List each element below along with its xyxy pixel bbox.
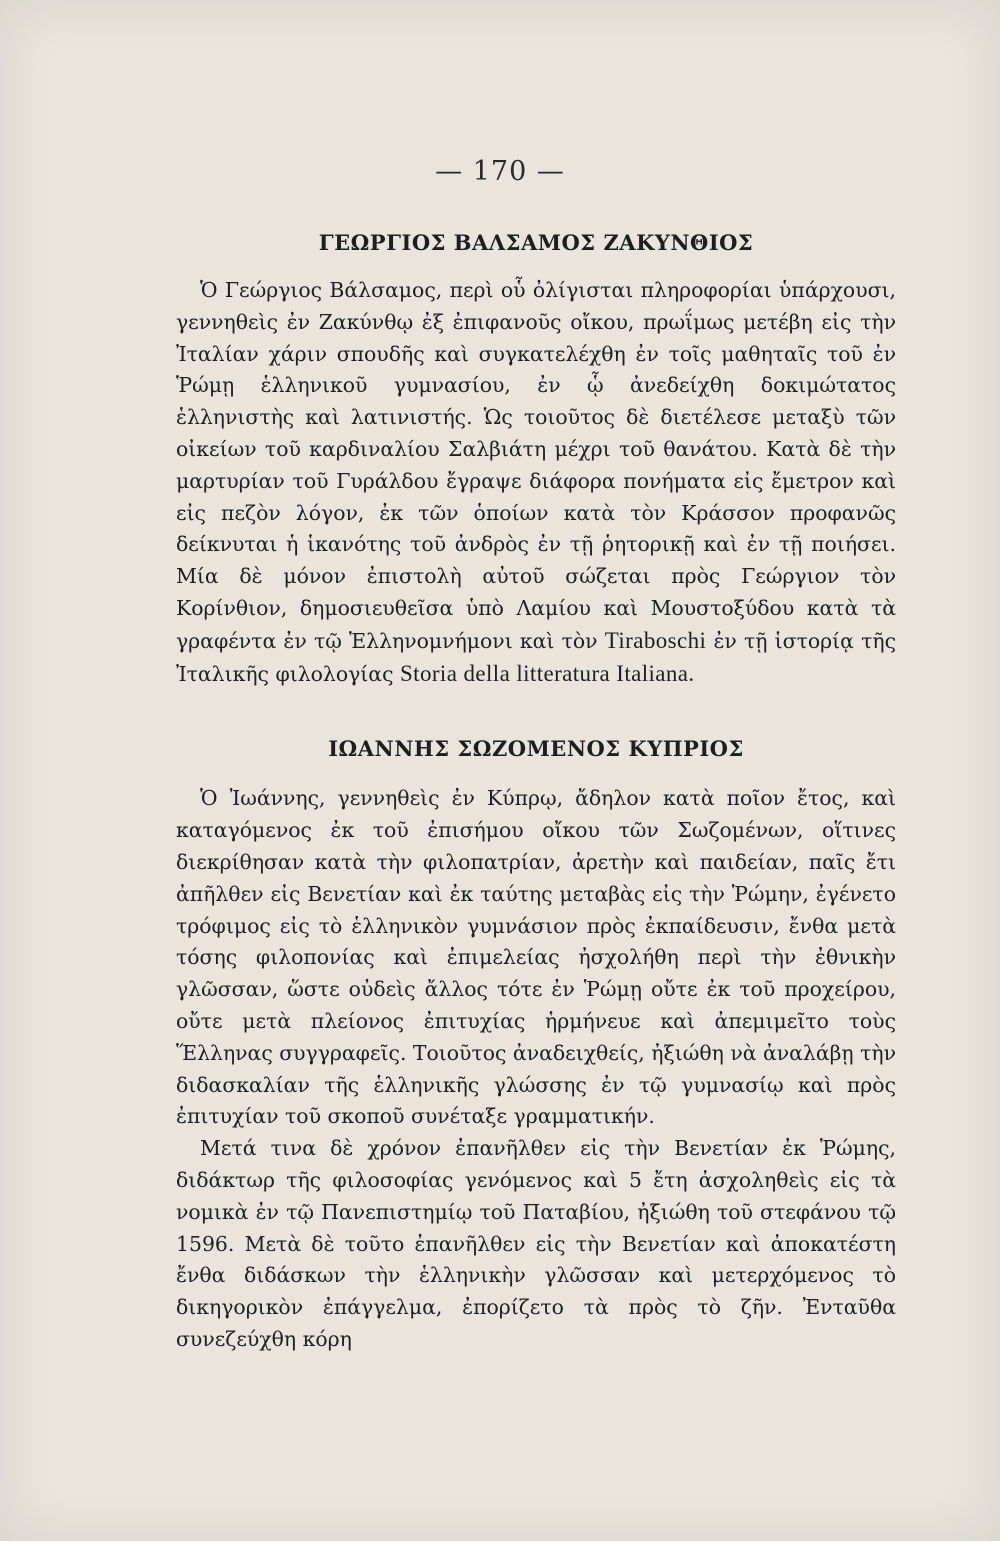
paragraph-text: Ὁ Γεώργιος Βάλσαμος, περὶ οὗ ὀλίγισται πληροφορίαι ὑπάρχουσι, γεννηθεὶς ἐν Ζακύνθῳ ἐξ ἐπιφανοῦς οἴκου, πρωΐμως μετέβη εἰς τὴν Ἰταλίαν χάριν σπουδῆς καὶ συγκατελέχθη ἐν τοῖς μαθηταῖς τοῦ ἐν Ῥώμῃ ἑλληνικοῦ γυμνασίου, ἐν ᾧ ἀνεδείχθη δοκιμώτατος ἑλληνιστὴς καὶ λατινιστής. Ὡς τοιοῦτος δὲ διετέλεσε μεταξὺ τῶν οἰκείων τοῦ καρδιναλίου Σαλβιάτη μέχρι τοῦ θανάτου. Κατὰ δὲ τὴν μαρτυρίαν τοῦ Γυράλδου ἔγραψε διάφορα πονήματα εἰς ἔμετρον καὶ εἰς πεζὸν λόγον, ἐκ τῶν ὁποίων κατὰ τὸν Κράσσον προφανῶς δείκνυται ἡ ἱκανότης τοῦ ἀνδρὸς ἐν τῇ ῥητορικῇ καὶ ἐν τῇ ποιήσει. Μία δὲ μόνον ἐπιστολὴ αὐτοῦ σώζεται πρὸς Γεώργιον τὸν Κορίνθιον, δημοσιευθεῖσα ὑπὸ Λαμίου καὶ Μουστοξύδου κατὰ τὰ γραφέντα ἐν τῷ Ἑλληνομνήμονι καὶ τὸν bbox=[176, 278, 896, 653]
latin-book-title: Storia della litteratura Italiana. bbox=[399, 660, 695, 686]
section-title-sozomenos: ΙΩΑΝΝΗΣ ΣΩΖΟΜΕΝΟΣ ΚΥΠΡΙΟΣ bbox=[328, 736, 744, 762]
latin-name-tiraboschi: Tiraboschi bbox=[604, 627, 707, 653]
paragraph-sozomenos-1: Ὁ Ἰωάννης, γεννηθεὶς ἐν Κύπρῳ, ἄδηλον κατὰ ποῖον ἔτος, καὶ καταγόμενος ἐκ τοῦ ἐπισήμου οἴκου τῶν Σωζομένων, οἵτινες διεκρίθησαν κατὰ τὴν φιλοπατρίαν, ἀρετὴν καὶ παιδείαν, παῖς ἔτι ἀπῆλθεν εἰς Βενετίαν καὶ ἐκ ταύτης μεταβὰς εἰς τὴν Ῥώμην, ἐγένετο τρόφιμος εἰς τὸ ἑλληνικὸν γυμνάσιον πρὸς ἐκπαίδευσιν, ἔνθα μετὰ τόσης φιλοπονίας καὶ ἐπιμελείας ἠσχολήθη περὶ τὴν ἐθνικὴν γλῶσσαν, ὥστε οὐδεὶς ἄλλος τότε ἐν Ῥώμῃ οὔτε ἐκ τοῦ προχείρου, οὔτε μετὰ πλείονος ἐπιτυχίας ἡρμήνευε καὶ ἀπεμιμεῖτο τοὺς Ἕλληνας συγγραφεῖς. Τοιοῦτος ἀναδειχθείς, ἠξιώθη νὰ ἀναλάβῃ τὴν διδασκαλίαν τῆς ἑλληνικῆς γλώσσης ἐν τῷ γυμνασίῳ καὶ πρὸς ἐπιτυχίαν τοῦ σκοποῦ συνέταξε γραμματικήν. bbox=[176, 786, 896, 1129]
page-number: — 170 — bbox=[435, 156, 565, 187]
paragraph-sozomenos-2: Μετά τινα δὲ χρόνον ἐπανῆλθεν εἰς τὴν Βενετίαν ἐκ Ῥώμης, διδάκτωρ τῆς φιλοσοφίας γενόμενος καὶ 5 ἔτη ἀσχοληθεὶς εἰς τὰ νομικὰ ἐν τῷ Πανεπιστημίῳ τοῦ Παταβίου, ἠξιώθη τοῦ στεφάνου τῷ 1596. Μετὰ δὲ τοῦτο ἐπανῆλθεν εἰς τὴν Βενετίαν καὶ ἀποκατέστη ἔνθα διδάσκων τὴν ἑλληνικὴν γλῶσσαν καὶ μετερχόμενος τὸ δικηγορικὸν ἐπάγγελμα, ἐπορίζετο τὰ πρὸς τὸ ζῆν. Ἐνταῦθα συνεζεύχθη κόρη bbox=[176, 1136, 896, 1351]
paragraph-balsamos bbox=[176, 275, 896, 690]
section-title-balsamos: ΓΕΩΡΓΙΟΣ ΒΑΛΣΑΜΟΣ ΖΑΚΥΝΘΙΟΣ bbox=[318, 230, 754, 255]
paragraph-text-continued: ἐν τῇ ἱστορίᾳ τῆς Ἰταλικῆς φιλολογίας bbox=[176, 628, 896, 686]
page-content bbox=[176, 222, 896, 1356]
